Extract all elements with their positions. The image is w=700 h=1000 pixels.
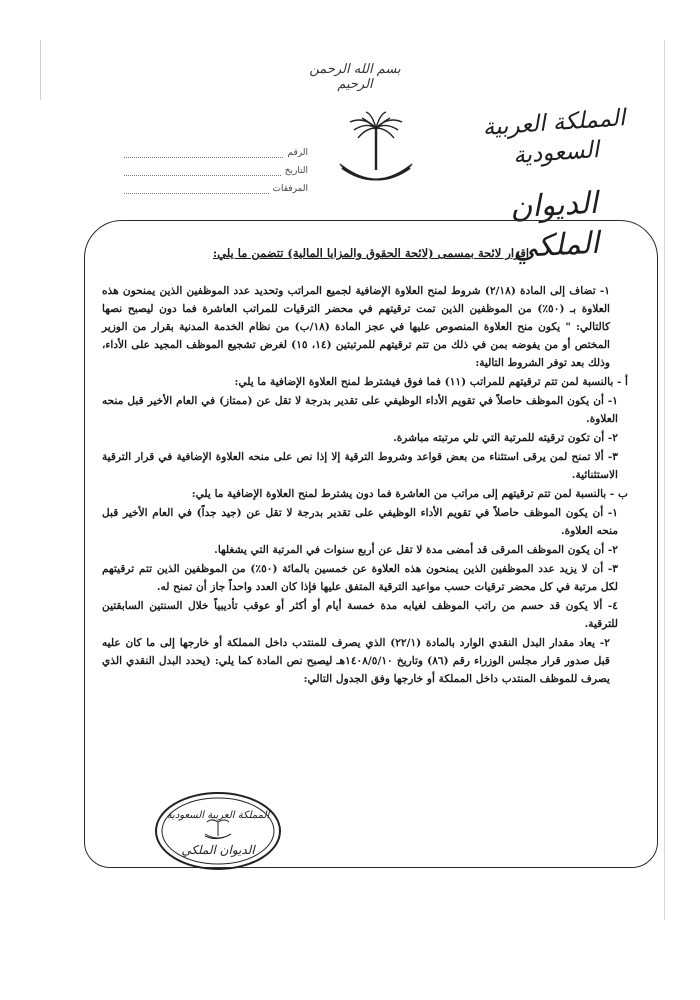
royal-court-name: الديوان الملكي <box>509 185 601 266</box>
ref-field-attachments <box>124 176 308 194</box>
ref-field-number <box>124 140 308 158</box>
seal-bottom-text: الديوان الملكي <box>181 843 255 857</box>
section-b-item: ٤- ألا يكون قد حسم من راتب الموظف لغيابه مدة خمسة أيام أو أكثر أو عوقب تأديبياً خلال السنتين السابقتين للترقية. <box>102 600 618 630</box>
document-title: إقرار لائحة بمسمى (لائحة الحقوق والمزايا المالية) تتضمن ما يلي: <box>212 246 530 260</box>
section-b-item: ١- أن يكون الموظف حاصلاً في تقويم الأداء الوظيفي على تقدير بدرجة لا تقل عن (جيد جداً) في العام الأخير قبل منحه العلاوة. <box>102 507 618 537</box>
section-a-item: ١- أن يكون الموظف حاصلاً في تقويم الأداء الوظيفي على تقدير بدرجة لا تقل عن (ممتاز) في العام الأخير قبل منحه العلاوة. <box>102 395 618 425</box>
clause-1: ١- تضاف إلى المادة (٢/١٨) شروط لمنح العلاوة الإضافية لجميع المراتب وتحديد عدد الموظفين الذين يمنحون هذه العلاوة بـ (٥٠٪) من الموظفين الذين تمت ترقيتهم في محضر الترقيات للمراتب العاشرة فما دون ليصبح نصها كالتالي: " يكون منح العلاوة المنصوص عليها في عجز المادة (١٨/ب) من نظام الخدمة المدنية بقرار من الوزير المختص أو من يفوضه بمن في ذلك من تتم ترقيتهم للمرتبتين (١٤، ١٥) لغرض تشجيع الموظف المجيد على الأداء، وذلك بعد توفر الشروط التالية: <box>102 285 611 369</box>
reference-fields <box>124 140 308 194</box>
section-a-item: ٣- ألا تمنح لمن يرقى استثناء من بعض قواعد وشروط الترقية إلا إذا نص على منحه العلاوة الإضافية في قرار الترقية الاستثنائية. <box>102 451 618 481</box>
ref-field-date <box>124 158 308 176</box>
section-b-item: ٣- أن لا يزيد عدد الموظفين الذين يمنحون هذه العلاوة عن خمسين بالمائة (٥٠٪) من الموظفين الذين تتم ترقيتهم لكل مرتبة في كل محضر ترقيات حسب مواعيد الترقية المتفق عليها فإذا كان العدد واحداً جاز أن تمنح له. <box>102 563 618 593</box>
ref-field-label: التاريخ <box>284 166 308 176</box>
basmala: بسم الله الرحمن الرحيم <box>309 62 401 92</box>
kingdom-name: المملكة العربية السعودية <box>481 105 627 169</box>
section-b-heading: ب - بالنسبة لمن تتم ترقيتهم إلى مراتب من العاشرة فما دون يشترط لمنح العلاوة الإضافية ما يلي: <box>191 488 628 500</box>
page-edge-left <box>40 40 41 100</box>
section-b-item: ٢- أن يكون الموظف المرقى قد أمضى مدة لا تقل عن أربع سنوات في المرتبة التي يشغلها. <box>214 544 618 556</box>
document-body <box>102 244 640 804</box>
ref-field-line <box>124 167 281 176</box>
section-a-item: ٢- أن تكون ترقيته للمرتبة التي تلي مرتبته مباشرة. <box>393 432 618 444</box>
ref-field-line <box>124 149 283 158</box>
ref-field-line <box>124 185 269 194</box>
page-edge-right <box>664 40 665 920</box>
section-a-heading: أ - بالنسبة لمن تتم ترقيتهم للمراتب (١١) فما فوق فيشترط لمنح العلاوة الإضافية ما يلي: <box>234 376 628 388</box>
ref-field-label: الرقم <box>287 148 308 158</box>
clause-2: ٢- يعاد مقدار البدل النقدي الوارد بالمادة (٢٢/١) الذي يصرف للمنتدب داخل المملكة أو خارجها إلى ما كان عليه قبل صدور قرار مجلس الوزراء رقم (٨٦) وتاريخ ١٤٠٨/٥/١٠هـ ليصبح نص المادة كما يلي: (يحدد البدل النقدي الذي يصرف للموظف المنتدب داخل المملكة أو خارجها وفق الجدول التالي: <box>102 637 610 685</box>
palm-swords-emblem-icon <box>336 108 416 194</box>
ref-field-label: المرفقات <box>272 184 308 194</box>
royal-court-seal-icon <box>153 790 283 872</box>
seal-top-text: المملكة العربية السعودية <box>166 810 270 821</box>
